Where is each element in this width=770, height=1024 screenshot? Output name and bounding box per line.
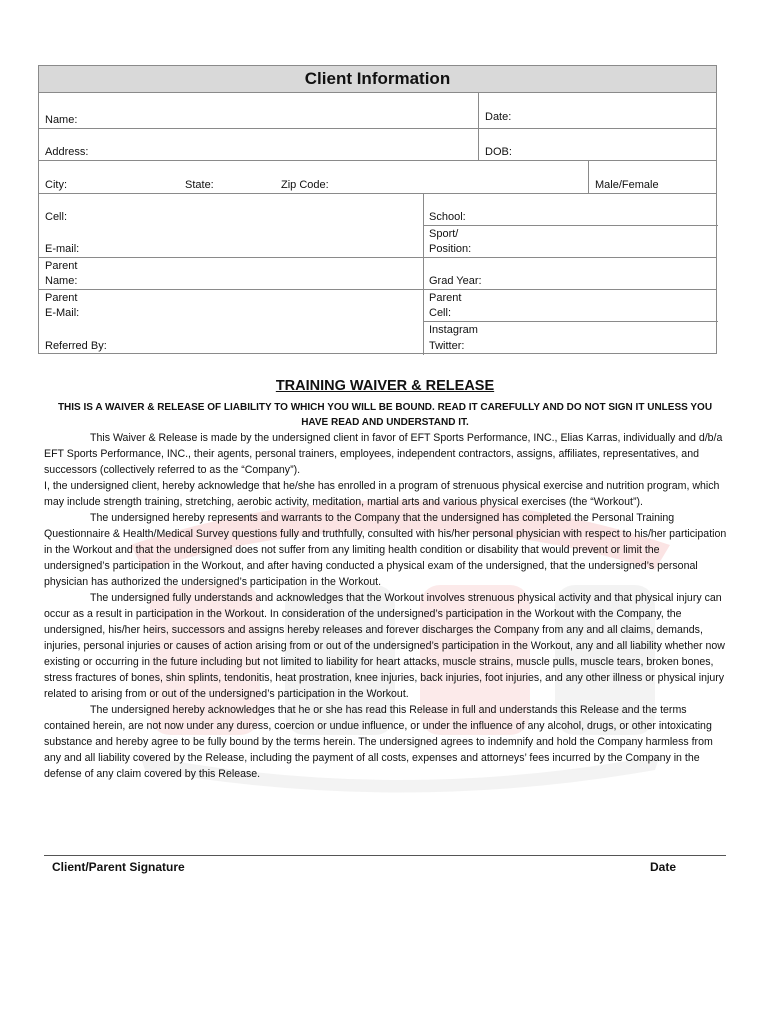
parent-cell-label: Cell: — [429, 307, 452, 319]
parent-cell-label: Parent — [429, 292, 462, 304]
referred-by-label: Referred By: — [45, 340, 107, 352]
cell-label: Cell: — [45, 211, 68, 223]
position-label: Position: — [429, 243, 472, 255]
grad-year-label: Grad Year: — [429, 275, 482, 287]
gender-label: Male/Female — [595, 179, 659, 191]
state-label: State: — [185, 179, 214, 191]
sport-label: Sport/ — [429, 228, 459, 240]
waiver-paragraph: This Waiver & Release is made by the undersigned client in favor of EFT Sports Performance, INC., Elias Karras, individually and d/b/a EFT Sports Performance, INC., their agents, personal trainers, employees, independent contractors, assigns, affiliates, representatives, and successors (collectively referred to as the “Company”). — [44, 432, 723, 476]
waiver-paragraph: The undersigned fully understands and acknowledges that the Workout involves strenuous physical activity and that physical injury can occur as a result in participation in the Workout. In consideration of the undersigned’s participation in the Workout with the Company, the undersigned, his/her heirs, successors and assigns hereby releases and forever discharges the Company from any and all claims, demands, injuries, personal injuries or causes of action arising from or out of the undersigned’s participation in the Workout, any and all liability whether now existing or occurring in the future including but not limited to liability for heart attacks, muscle strains, muscle pulls, muscle tears, broken bones, stress fractures of bones, shin splints, tendonitis, heat prostration, knee injuries, back injuries, foot injuries, and any other illness or physical injury related to arising from or out of the undersigned’s participation in the Workout. — [44, 592, 725, 700]
city-label: City: — [45, 179, 67, 191]
school-label: School: — [429, 211, 466, 223]
form-title: Client Information — [39, 66, 716, 93]
waiver-paragraph: The undersigned hereby represents and warrants to the Company that the undersigned has completed the Personal Training Questionnaire & Health/Medical Survey questions fully and truthfully, consulted with his/her personal physician with respect to his/her participation in the Workout and that the undersigned does not suffer from any limiting health condition or disability that would prevent or limit the undersigned’s participation in the Workout, and after having conducted a physical exam of the undersigned, that the undersigned’s personal physician has authorized the undersigned’s participation in the Workout. — [44, 512, 727, 588]
instagram-label: Instagram — [429, 324, 478, 336]
column-divider — [478, 92, 479, 160]
address-label: Address: — [45, 146, 89, 158]
waiver-title: TRAINING WAIVER & RELEASE — [275, 378, 495, 394]
twitter-label: Twitter: — [429, 340, 465, 352]
parent-email-label: Parent — [45, 292, 78, 304]
email-label: E-mail: — [45, 243, 80, 255]
parent-name-label: Name: — [45, 275, 78, 287]
row-divider — [423, 321, 718, 322]
signature-line — [44, 855, 726, 856]
row-divider — [423, 225, 718, 226]
waiver-warning: THIS IS A WAIVER & RELEASE OF LIABILITY TO WHICH YOU WILL BE BOUND. READ IT CAREFULLY AND DO NOT SIGN IT UNLESS YOU HAVE READ AND UNDERSTAND IT. — [57, 402, 713, 428]
row-divider — [39, 289, 716, 290]
row-divider — [39, 128, 716, 129]
waiver-paragraph: The undersigned hereby acknowledges that he or she has read this Release in full and understands this Release and the terms contained herein, are not now under any duress, coercion or undue influence, or under the influence of any alcohol, drugs, or other intoxicating substance and hereby agree to be fully bound by the terms herein. The undersigned agrees to indemnify and hold the Company harmless from any and all liability covered by the Release, including the payment of all costs, expenses and attorneys’ fees incurred by the Company in the defense of any claim covered by this Release. — [44, 704, 713, 780]
parent-email-label: E-Mail: — [45, 307, 80, 319]
waiver-body — [44, 430, 728, 782]
zip-code-label: Zip Code: — [281, 179, 329, 191]
dob-label: DOB: — [485, 146, 512, 158]
row-divider — [39, 257, 716, 258]
column-divider — [423, 193, 424, 355]
signature-date-label: Date — [650, 860, 677, 874]
parent-name-label: Parent — [45, 260, 78, 272]
client-info-form — [38, 65, 717, 354]
waiver-paragraph: I, the undersigned client, hereby acknowledge that he/she has enrolled in a program of strenuous physical exercise and nutrition program, which may include strength training, stretching, aerobic activity, meditation, martial arts and various physical exercises (the “Workout”). — [44, 480, 720, 508]
column-divider — [588, 160, 589, 193]
row-divider — [39, 160, 716, 161]
row-divider — [39, 193, 716, 194]
date-label: Date: — [485, 111, 512, 123]
name-label: Name: — [45, 114, 78, 126]
client-signature-label: Client/Parent Signature — [52, 860, 185, 874]
